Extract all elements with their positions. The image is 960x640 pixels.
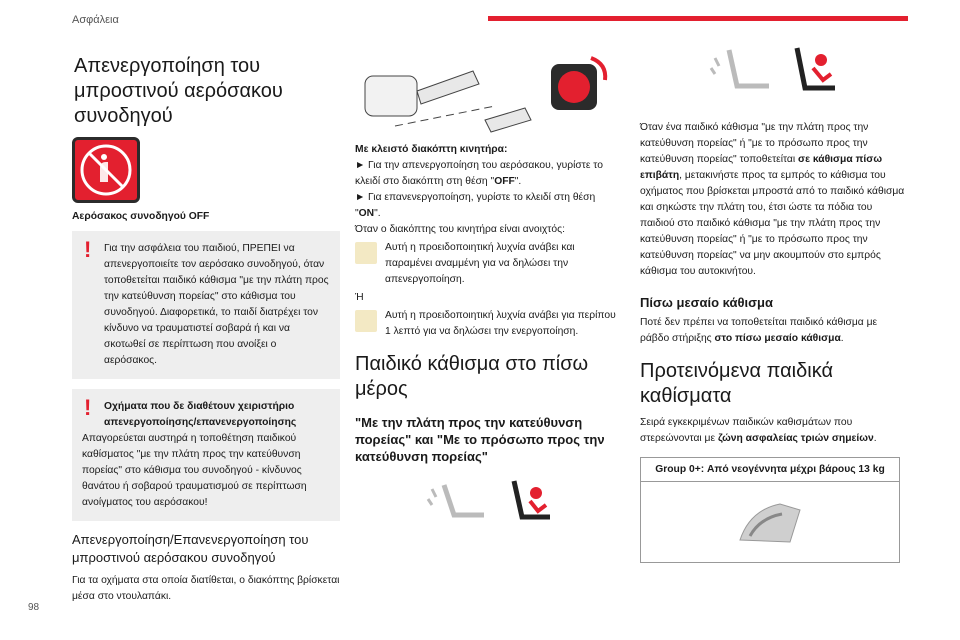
baby-seat-image [641,482,899,562]
rear-seat-paragraph-c: , μετακινήστε προς τα εμπρός το κάθισμα του οχήματος που βρίσκεται μπροστά από το παιδικό κάθισμα και σηκώστε την πλάτη του, έτσι ώστε τα πόδια του παιδιού στο παιδικό κάθισμα "με την πλάτη προς την κατεύθυνση πορείας" ή "με το πρόσωπο προς την κατεύθυνση πορείας" να μην ακουμπούν στο εμπρός κάθισμα του αυτοκινήτου. [640,170,905,277]
or-text: Ή [355,292,364,303]
middle-seat-title: Πίσω μεσαίο κάθισμα [640,295,773,310]
step-deactivate-text: ► Για την απενεργοποίηση του αερόσακου, γυρίστε το κλειδί στο διακόπτη στη θέση " [355,160,603,187]
rear-seat-illustration [640,40,908,120]
on-position-label: ON [358,208,375,219]
child-seat-icons [355,475,623,525]
warning-exclamation-icon: ! [84,395,92,420]
subsection-title: Απενεργοποίηση/Επανενεργοποίηση του μπροστινού αερόσακου συνοδηγού [72,532,309,565]
off-position-label: OFF [494,176,515,187]
recommended-seats-title: Προτεινόμενα παιδικά καθίσματα [640,360,834,407]
recommended-seats-paragraph [640,415,908,447]
column-left [72,40,340,605]
recommended-seats-paragraph-a: Σειρά εγκεκριμένων παιδικών καθισμάτων που στερεώνονται με [640,417,853,444]
ignition-state-text: Όταν ο διακόπτης του κινητήρα είναι ανοιχτός: [355,224,565,235]
airbag-off-indicator-icon [355,242,377,264]
header-accent-bar [488,16,908,21]
column-middle [355,40,623,525]
step-reactivate-text: ► Για επανενεργοποίηση, γυρίστε το κλειδί στη θέση " [355,192,596,219]
airbag-on-indicator-icon [355,310,377,332]
middle-seat-paragraph-b: στο πίσω μεσαίο κάθισμα [714,333,841,344]
key-switch-illustration [355,46,623,138]
rear-seat-paragraph [640,120,908,280]
warning-exclamation-icon: ! [84,237,92,262]
airbag-off-warning-icon [72,137,140,203]
section-header: Ασφάλεια [72,14,119,26]
section-title: Απενεργοποίηση του μπροστινού αερόσακου συνοδηγού [74,55,283,127]
step-reactivate-end: ". [374,208,381,219]
warning-title: Οχήματα που δε διαθέτουν χειριστήριο απενεργοποίησης/επανενεργοποίησης [104,401,297,428]
indicator-row-on [355,308,623,340]
group-table [640,457,900,563]
indicator-off-text: Αυτή η προειδοποιητική λυχνία ανάβει και παραμένει αναμμένη για να δηλώσει την απενεργοποίηση. [385,242,575,285]
warning-box-no-switch [72,389,340,521]
warning-text: Για την ασφάλεια του παιδιού, ΠΡΕΠΕΙ να απενεργοποιείτε τον αερόσακο συνοδηγού, όταν τοποθετείται παιδικό κάθισμα "με την πλάτη προς την κατεύθυνση πορείας" στο κάθισμα του συνοδηγού. Διαφορετικά, το παιδί διατρέχει τον κίνδυνο να τραυματιστεί σοβαρά ή και να σκοτωθεί σε περίπτωση που ανοίξει ο αερόσακος. [104,243,329,366]
switch-location-text: Για τα οχήματα στα οποία διατίθεται, ο διακόπτης βρίσκεται μέσα στο ντουλαπάκι. [72,575,340,602]
step-deactivate-end: ". [514,176,522,187]
indicator-on-text: Αυτή η προειδοποιητική λυχνία ανάβει για περίπου 1 λεπτό για να δηλώσει την ενεργοποίηση. [385,310,616,337]
step-reactivate [355,190,623,222]
airbag-off-caption: Αερόσακος συνοδηγού OFF [72,211,210,222]
step-deactivate [355,158,623,190]
indicator-row-off [355,240,623,288]
warning-box-child-safety [72,231,340,379]
middle-seat-paragraph-c: . [840,333,844,344]
column-right [640,40,908,563]
lead-text: Με κλειστό διακόπτη κινητήρα: [355,144,508,155]
middle-seat-paragraph-a: Ποτέ δεν πρέπει να τοποθετείται παιδικό κάθισμα με ράβδο στήριξης [640,317,878,344]
warning-text: Απαγορεύεται αυστηρά η τοποθέτηση παιδικού καθίσματος "με την πλάτη προς την κατεύθυνση πορείας" στο κάθισμα του συνοδηγού - κίνδυνος θανάτου ή σοβαρού τραυματισμού σε περίπτωση ανοίγματος του αερόσακου! [82,433,307,508]
rear-seat-paragraph-b: σε κάθισμα πίσω επιβάτη [640,154,883,181]
page-number: 98 [28,602,40,613]
recommended-seats-paragraph-c: . [873,433,877,444]
facing-subtitle: "Με την πλάτη προς την κατεύθυνση πορείας" και "Με το πρόσωπο προς την κατεύθυνση πορείας" [355,415,605,464]
rear-seat-title: Παιδικό κάθισμα στο πίσω μέρος [355,353,589,400]
rear-seat-paragraph-a: Όταν ένα παιδικό κάθισμα "με την πλάτη προς την κατεύθυνση πορείας" ή "με το πρόσωπο προς την κατεύθυνση πορείας" τοποθετείται [640,122,869,165]
group-table-header: Group 0+: Από νεογέννητα μέχρι βάρους 13 kg [641,458,899,482]
recommended-seats-paragraph-b: ζώνη ασφαλείας τριών σημείων [717,433,874,444]
middle-seat-paragraph [640,315,908,347]
